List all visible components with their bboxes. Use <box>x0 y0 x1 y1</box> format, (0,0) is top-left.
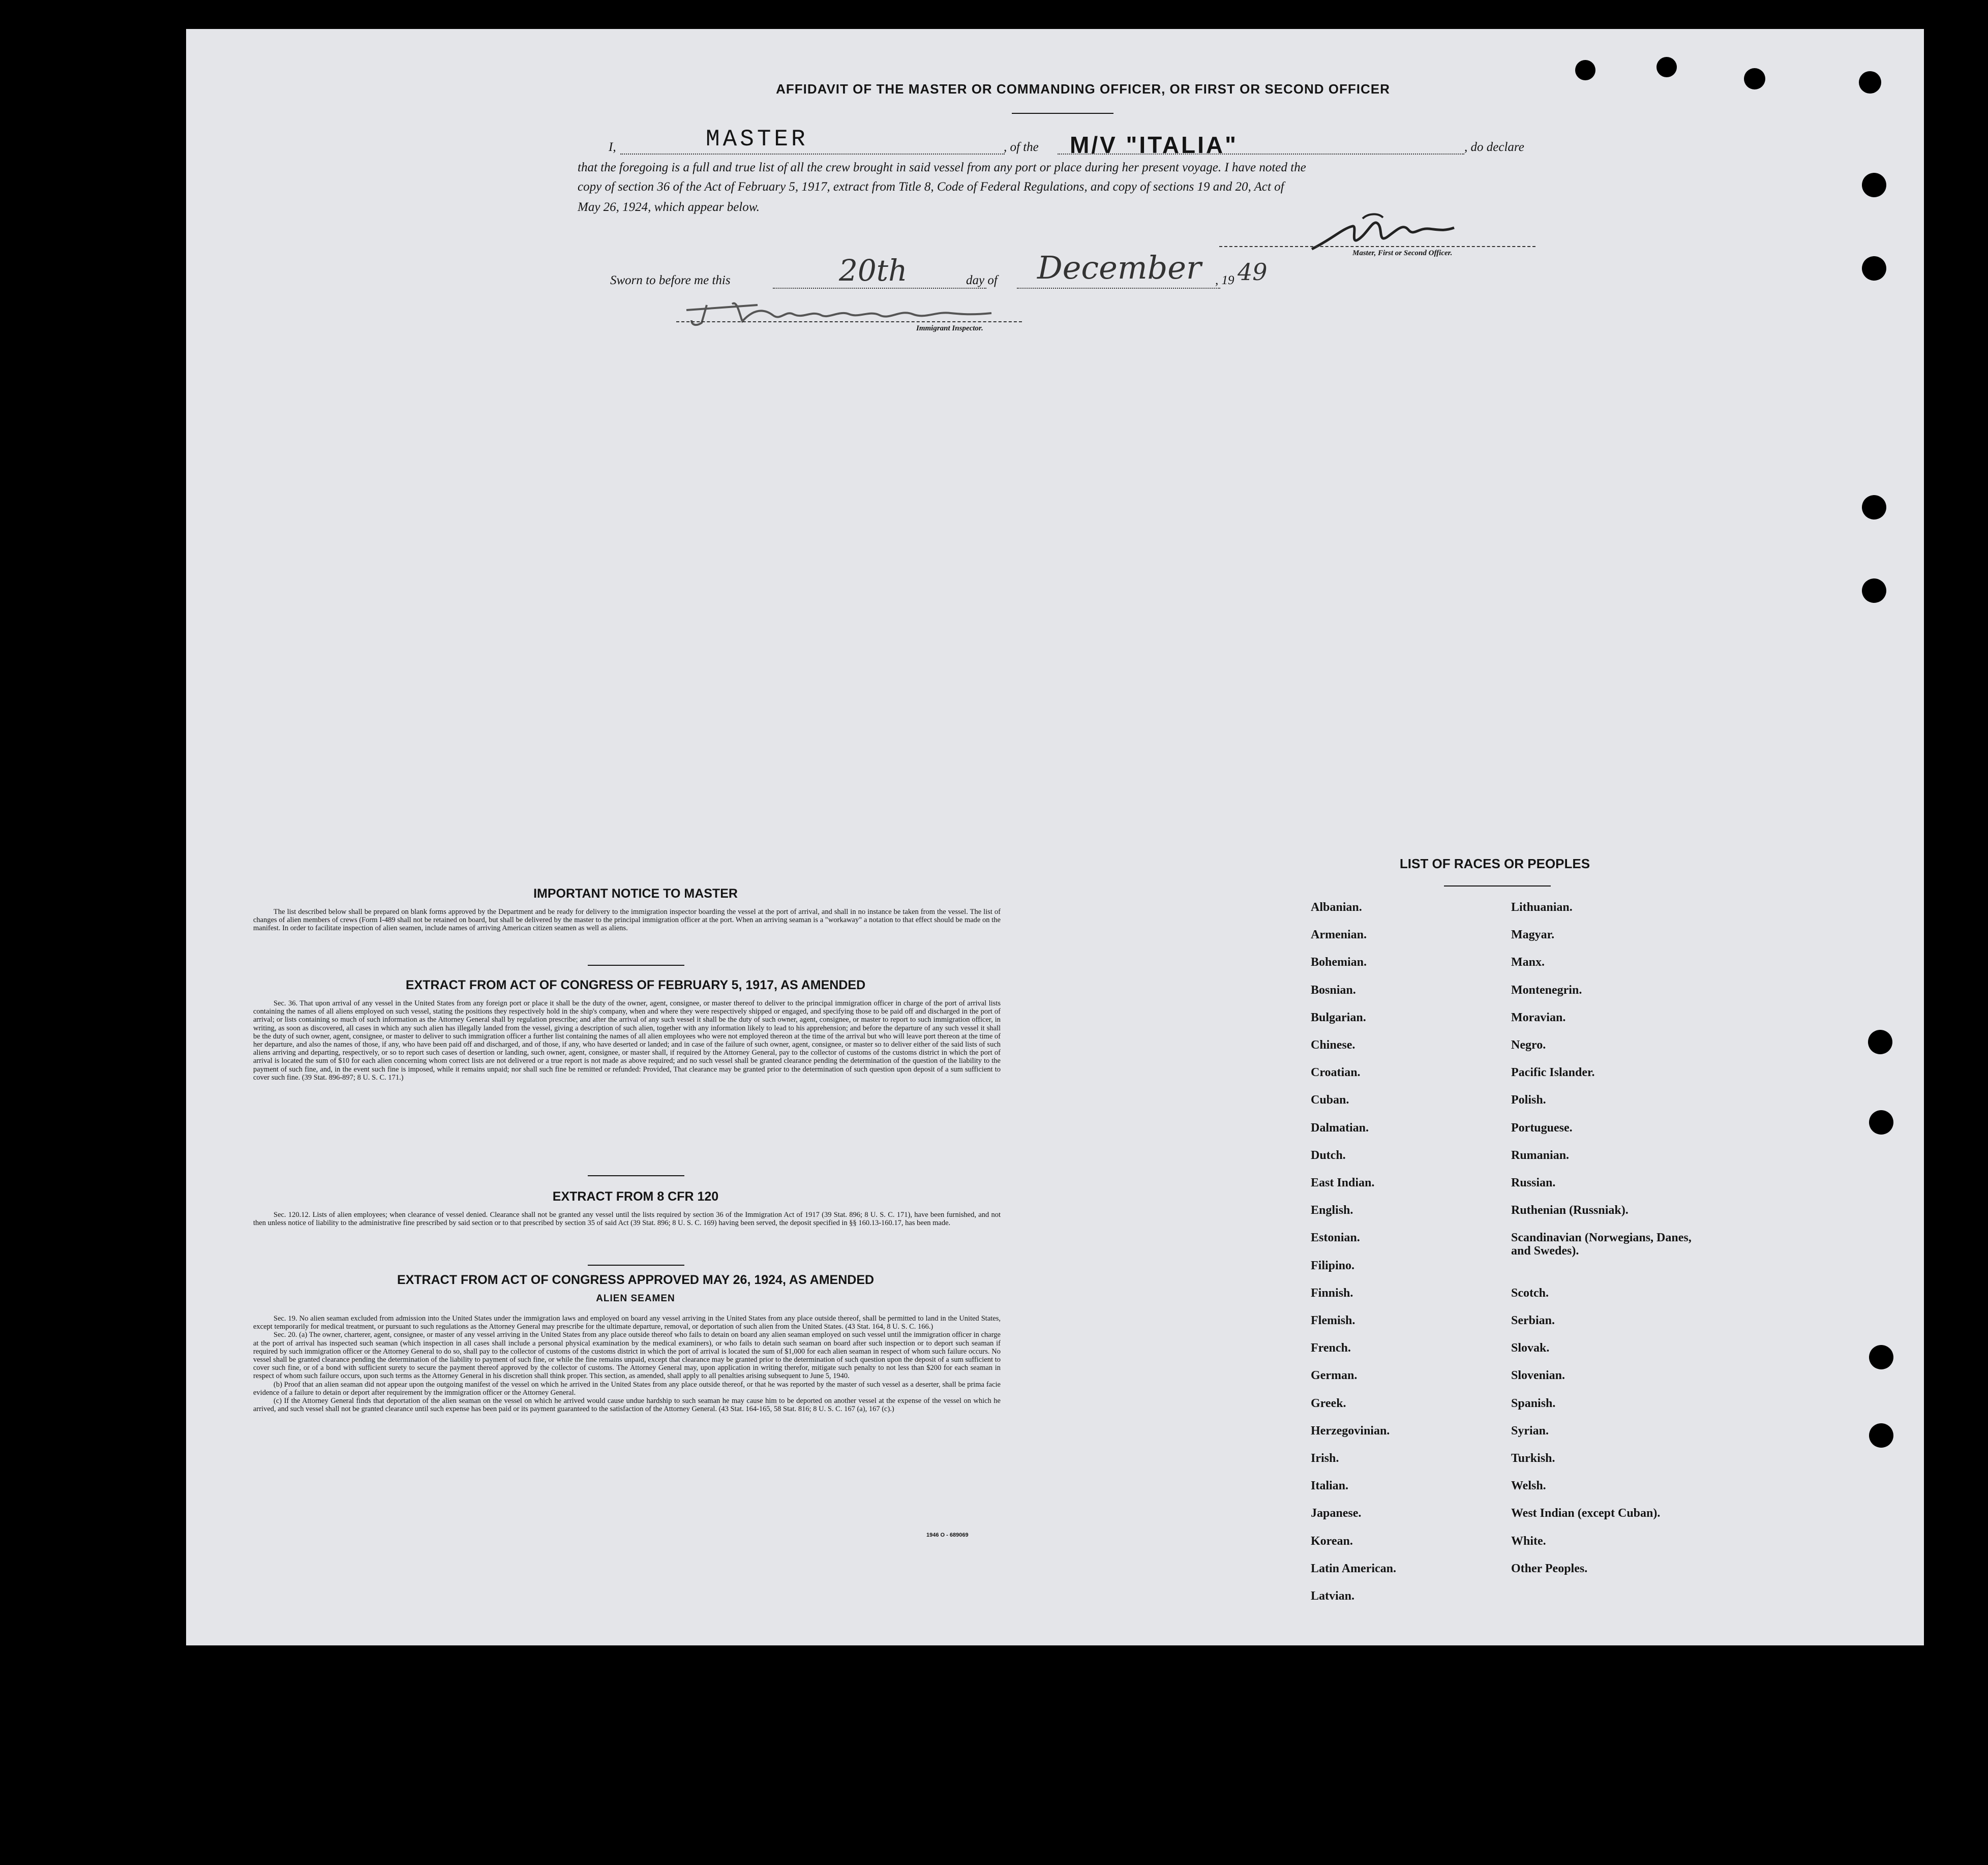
punch-hole <box>1862 495 1886 519</box>
punch-hole <box>1744 68 1765 89</box>
inspector-caption: Immigrant Inspector. <box>916 324 983 332</box>
race-item-right: Turkish. <box>1511 1452 1555 1465</box>
punch-hole <box>1575 60 1595 80</box>
section-rule <box>588 965 684 966</box>
extract-8cfr-paragraph: Sec. 120.12. Lists of alien employees; when clearance of vessel denied. Clearance shall not be granted any vessel until the lists required by section 36 of the Immigration Act of 1917 (39 Stat. 896; 8 U. S. C. 171), have been furnished, and not then unless notice of liability to the administrative fine prescribed by said section or to that prescribed by section 35 of said Act (39 Stat. 896; 8 U. S. C. 169) having been served, the deposit specified in §§ 160.13-160.17, has been made. <box>253 1211 1001 1228</box>
race-item-right: Slovenian. <box>1511 1369 1565 1382</box>
race-item-left: East Indian. <box>1311 1176 1375 1189</box>
race-item-left: Estonian. <box>1311 1231 1360 1244</box>
punch-hole <box>1869 1110 1893 1135</box>
race-item-right: Scotch. <box>1511 1287 1549 1300</box>
extract-8cfr-body <box>253 1211 1001 1227</box>
sworn-month-line <box>1017 288 1220 289</box>
race-item-left: German. <box>1311 1369 1358 1382</box>
race-item-right: West Indian (except Cuban). <box>1511 1507 1661 1520</box>
race-item-left: Armenian. <box>1311 928 1367 941</box>
race-item-left: Bohemian. <box>1311 956 1367 969</box>
extract-1917-body <box>253 999 1001 1082</box>
day-of-label: day of <box>966 273 998 287</box>
race-item-left: Croatian. <box>1311 1066 1361 1079</box>
punch-hole <box>1862 256 1886 281</box>
officer-signature-line <box>1219 246 1535 247</box>
race-item-left: Japanese. <box>1311 1507 1362 1520</box>
punch-hole <box>1869 1423 1893 1448</box>
race-item-left: Filipino. <box>1311 1259 1355 1272</box>
officer-caption: Master, First or Second Officer. <box>1352 249 1453 257</box>
race-item-right: Montenegrin. <box>1511 984 1582 997</box>
extract-1924-subheading: ALIEN SEAMEN <box>596 1293 675 1304</box>
extract-1924-body <box>253 1314 1001 1413</box>
declaration-line-3: May 26, 1924, which appear below. <box>578 200 760 214</box>
punch-hole <box>1862 173 1886 197</box>
race-item-right: Other Peoples. <box>1511 1562 1588 1575</box>
do-declare-label: , do declare <box>1464 140 1524 154</box>
race-item-left: Irish. <box>1311 1452 1339 1465</box>
race-item-right: White. <box>1511 1535 1546 1548</box>
print-code: 1946 O - 689069 <box>926 1532 969 1538</box>
punch-hole <box>1869 1345 1893 1369</box>
race-item-left: Bosnian. <box>1311 984 1356 997</box>
extract-8cfr-heading: EXTRACT FROM 8 CFR 120 <box>552 1189 719 1204</box>
race-item-right: Portuguese. <box>1511 1121 1573 1135</box>
race-item-right: Syrian. <box>1511 1424 1549 1438</box>
race-item-right: Rumanian. <box>1511 1149 1570 1162</box>
race-item-right: Polish. <box>1511 1093 1546 1107</box>
race-item-right: Slovak. <box>1511 1341 1550 1355</box>
notice-paragraph: The list described below shall be prepared on blank forms approved by the Department and be ready for delivery to the immigration inspector boarding the vessel at the port of arrival, and shall in no instance be taken from the vessel. The list of changes of alien members of crews (Form I-489 shall not be retained on board, but shall be delivered by the master to the principal immigration officer at the port. When an arriving seaman is a "workaway" a notation to that effect should be made on the manifest. In order to facilitate inspection of alien seamen, include names of arriving American citizen seamen as well as aliens. <box>253 908 1001 933</box>
race-item-left: Herzegovinian. <box>1311 1424 1390 1438</box>
i-label: I, <box>609 140 616 154</box>
race-item-right: Manx. <box>1511 956 1545 969</box>
title-rule <box>1012 113 1113 114</box>
of-the-label: , of the <box>1004 140 1039 154</box>
race-item-left: Latvian. <box>1311 1589 1355 1603</box>
sworn-year: 49 <box>1238 258 1268 286</box>
extract-1917-paragraph: Sec. 36. That upon arrival of any vessel in the United States from any foreign port or place it shall be the duty of the owner, agent, consignee, or master thereof to deliver to the principal immigration officer in charge of the port of arrival lists containing the names of all aliens employed on such vessel, stating the positions they respectively hold in the ship's company, when and where they were respectively shipped or engaged, and specifying those to be paid off and discharged in the port of arrival; or lists containing so much of such information as the Attorney General shall by regulation prescribe; and after the arrival of any such vessel it shall be the duty of such owner, agent, consignee, or master to report to such immigration officer, in writing, as soon as discovered, all cases in which any such alien has illegally landed from the vessel, giving a description of such alien, together with any information likely to lead to his apprehension; and before the departure of any such vessel it shall be the duty of such owner, agent, consignee, or master to deliver to such immigration officer a further list containing the names of all alien employees who were not employed thereon at the time of the arrival but who will leave port thereon at the time of her departure, and also the names of those, if any, who have been paid off and discharged, and of those, if any, who have deserted or landed; and in case of the failure of such owner, agent, consignee, or master so to deliver either of the said lists of such aliens arriving and departing, respectively, or so to report such cases of desertion or landing, such owner, agent, consignee, or master shall, if required by the Attorney General, pay to the collector of customs of the customs district in which the port of arrival is located the sum of $10 for each alien concerning whom correct lists are not delivered or a true report is not made as above required; and no such vessel shall be granted clearance pending the determination of the question of the liability to the payment of such fine, and, in the event such fine is imposed, while it remains unpaid; nor shall such fine be remitted or refunded: Provided, That clearance may be granted prior to the determination of such question upon deposit of a sum sufficient to cover such fine. (39 Stat. 896-897; 8 U. S. C. 171.) <box>253 999 1001 1082</box>
race-item-left: Dutch. <box>1311 1149 1346 1162</box>
race-item-left: Albanian. <box>1311 901 1362 914</box>
race-item-left: Latin American. <box>1311 1562 1396 1575</box>
race-item-right: Welsh. <box>1511 1479 1546 1492</box>
race-item-left: Italian. <box>1311 1479 1349 1492</box>
race-item-right: Lithuanian. <box>1511 901 1573 914</box>
race-item-left: Bulgarian. <box>1311 1011 1366 1024</box>
race-item-right: Ruthenian (Russniak). <box>1511 1204 1629 1217</box>
notice-heading: IMPORTANT NOTICE TO MASTER <box>533 886 738 901</box>
section-rule <box>588 1265 684 1266</box>
declarant-line <box>620 154 1005 155</box>
inspector-signature-line <box>676 321 1022 322</box>
race-item-left: Greek. <box>1311 1397 1346 1410</box>
notice-body <box>253 908 1001 933</box>
sec-20c-paragraph: (c) If the Attorney General finds that deportation of the alien seaman on the vessel on which he arrived would cause undue hardship to such seaman he may cause him to be deported on another vessel at the expense of the vessel on which he arrived, and such vessel shall not be granted clearance until such expense has been paid or its payment guaranteed to the satisfaction of the Attorney General. (43 Stat. 164-165, 58 Stat. 816; 8 U. S. C. 167 (a), 167 (c).) <box>253 1397 1001 1414</box>
race-item-right: Magyar. <box>1511 928 1555 941</box>
race-item-left: Korean. <box>1311 1535 1353 1548</box>
race-item-right: Pacific Islander. <box>1511 1066 1595 1079</box>
races-rule <box>1444 885 1551 886</box>
race-item-right: Moravian. <box>1511 1011 1566 1024</box>
race-item-right: Russian. <box>1511 1176 1556 1189</box>
extract-1917-heading: EXTRACT FROM ACT OF CONGRESS OF FEBRUARY 5, 1917, AS AMENDED <box>405 978 866 992</box>
declarant-value: MASTER <box>706 126 808 152</box>
sworn-day: 20th <box>839 253 908 288</box>
race-item-left: Finnish. <box>1311 1287 1353 1300</box>
vessel-name: M/V "ITALIA" <box>1070 132 1238 158</box>
sec-20a-paragraph: Sec. 20. (a) The owner, charterer, agent, consignee, or master of any vessel arriving in the United States from any place outside thereof who fails to detain on board any alien seaman employed on such vessel until the immigration officer in charge at the port of arrival has inspected such seaman (which inspection in all cases shall include a personal physical examination by the medical examiners), or who fails to detain such seaman on board after such inspection or to deport such seaman if required by such immigration officer or the Attorney General to do so, shall pay to the collector of customs of the customs district in which the port of arrival is located the sum of $1,000 for each alien seaman in respect of whom such failure occurs. No vessel shall be granted clearance pending the determination of the liability to payment of such fine, or while the fine remains unpaid, except that clearance may be granted prior to the determination of such question upon the deposit of a sum sufficient to cover such fine, or of a bond with sufficient surety to secure the payment thereof approved by the collector of customs. The Attorney General may, upon application in writing therefor, mitigate such penalty to not less than $200 for each seaman in respect of whom such failure occurs, upon such terms as the Attorney General in his discretion shall think proper. This section, as amended, shall apply to all penalties arising subsequent to June 5, 1940. <box>253 1331 1001 1381</box>
race-item-left: English. <box>1311 1204 1353 1217</box>
vessel-line <box>1058 154 1464 155</box>
races-heading: LIST OF RACES OR PEOPLES <box>1399 856 1590 871</box>
punch-hole <box>1862 578 1886 603</box>
race-item-left: Flemish. <box>1311 1314 1356 1327</box>
race-item-left: Chinese. <box>1311 1038 1356 1052</box>
punch-hole <box>1868 1030 1892 1054</box>
declaration-line-2: copy of section 36 of the Act of February 5, 1917, extract from Title 8, Code of Federal Regulations, and copy of sections 19 and 20, Act of <box>578 180 1284 194</box>
race-item-right: Negro. <box>1511 1038 1546 1052</box>
sec-20b-paragraph: (b) Proof that an alien seaman did not appear upon the outgoing manifest of the vessel on which he arrived in the United States from any place outside thereof, or that he was reported by the master of such vessel as a deserter, shall be prima facie evidence of a failure to detain or deport after requirement by the immigration officer or the Attorney General. <box>253 1380 1001 1397</box>
section-rule <box>588 1175 684 1176</box>
punch-hole <box>1656 57 1677 77</box>
sworn-day-line <box>773 288 986 289</box>
race-item-right: Scandinavian (Norwegians, Danes, and Swedes). <box>1511 1231 1692 1258</box>
punch-hole <box>1859 71 1881 94</box>
race-item-left: Dalmatian. <box>1311 1121 1369 1135</box>
race-item-right: Serbian. <box>1511 1314 1555 1327</box>
extract-1924-heading: EXTRACT FROM ACT OF CONGRESS APPROVED MAY 26, 1924, AS AMENDED <box>397 1273 875 1287</box>
race-item-left: French. <box>1311 1341 1351 1355</box>
race-item-left: Cuban. <box>1311 1093 1349 1107</box>
race-item-right: Spanish. <box>1511 1397 1556 1410</box>
declaration-line-1: that the foregoing is a full and true list of all the crew brought in said vessel from any port or place during her present voyage. I have noted the <box>578 161 1306 174</box>
sworn-month: December <box>1037 249 1201 286</box>
sec-19-paragraph: Sec. 19. No alien seaman excluded from admission into the United States under the immigration laws and employed on board any vessel arriving in the United States from any place outside thereof, shall be permitted to land in the United States, except temporarily for medical treatment, or pursuant to such regulations as the Attorney General may prescribe for the ultimate departure, removal, or deportation of such alien from the United States. (43 Stat. 164, 8 U. S. C. 166.) <box>253 1314 1001 1331</box>
affidavit-title: AFFIDAVIT OF THE MASTER OR COMMANDING OFFICER, OR FIRST OR SECOND OFFICER <box>776 81 1390 97</box>
year-prefix: , 19 <box>1215 273 1234 287</box>
sworn-label: Sworn to before me this <box>610 273 731 287</box>
